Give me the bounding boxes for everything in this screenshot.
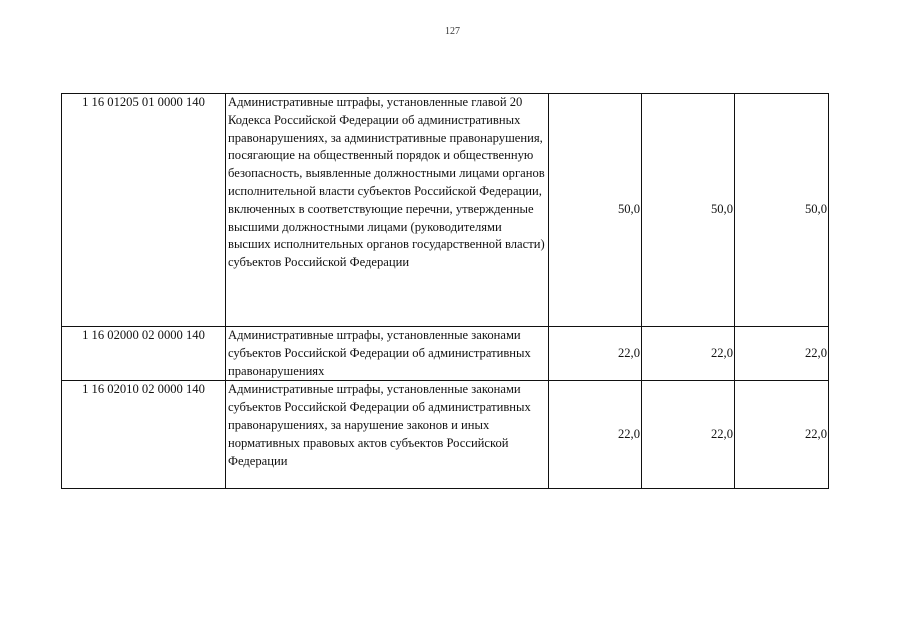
amount-cell: 22,0 bbox=[642, 381, 735, 489]
amount-cell: 22,0 bbox=[735, 381, 829, 489]
revenue-name-cell: Административные штрафы, установленные главой 20 Кодекса Российской Федерации об административных правонарушениях, за административные правонарушения, посягающие на общественный порядок и общественную безопасность, выявленные должностными лицами органов исполнительной власти субъектов Российской Федерации, включенных в соответствующие перечни, утвержденные высшими должностными лицами (руководителями высших исполнительных органов государственной власти) субъектов Российской Федерации bbox=[226, 94, 549, 327]
revenue-name-cell: Административные штрафы, установленные законами субъектов Российской Федерации об административных правонарушениях, за нарушение законов и иных нормативных правовых актов субъектов Российской Федерации bbox=[226, 381, 549, 489]
budget-code-cell: 1 16 01205 01 0000 140 bbox=[62, 94, 226, 327]
page-number: 127 bbox=[445, 26, 460, 37]
revenue-name-cell: Административные штрафы, установленные законами субъектов Российской Федерации об административных правонарушениях bbox=[226, 327, 549, 381]
amount-cell: 22,0 bbox=[549, 327, 642, 381]
amount-cell: 22,0 bbox=[735, 327, 829, 381]
budget-code-cell: 1 16 02010 02 0000 140 bbox=[62, 381, 226, 489]
budget-table bbox=[61, 93, 829, 489]
table-row bbox=[62, 327, 829, 381]
amount-cell: 50,0 bbox=[735, 94, 829, 327]
table-row bbox=[62, 94, 829, 327]
amount-cell: 50,0 bbox=[642, 94, 735, 327]
amount-cell: 50,0 bbox=[549, 94, 642, 327]
budget-code-cell: 1 16 02000 02 0000 140 bbox=[62, 327, 226, 381]
amount-cell: 22,0 bbox=[549, 381, 642, 489]
amount-cell: 22,0 bbox=[642, 327, 735, 381]
table-row bbox=[62, 381, 829, 489]
